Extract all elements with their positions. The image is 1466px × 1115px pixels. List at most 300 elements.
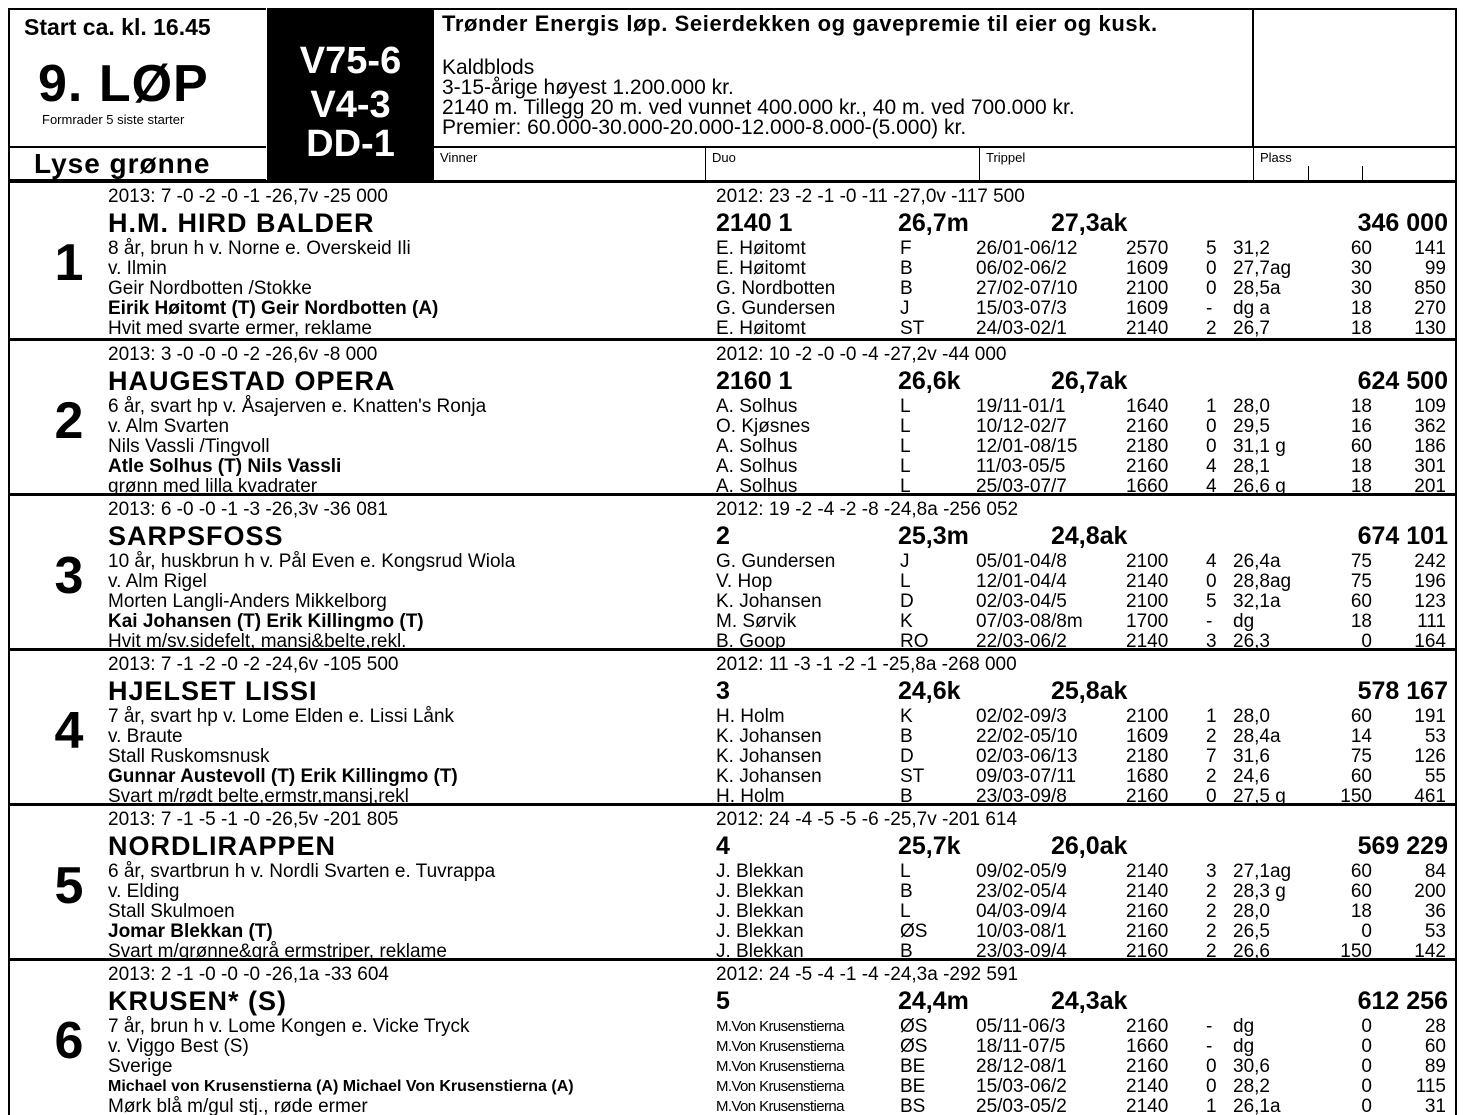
race-start-box [8,8,266,148]
start-track: J [900,551,910,572]
start-date: 12/01-04/4 [976,571,1067,592]
horse-name: HJELSET LISSI [108,676,318,706]
start-prize: 200 [1414,881,1446,902]
start-date: 25/03-07/7 [976,476,1067,497]
start-place: 0 [1206,416,1217,437]
start-time: 28,0 [1233,901,1270,922]
bet-code-v4: V4-3 [310,84,391,126]
start-dist: 2140 [1126,1076,1169,1097]
horse-grandsire: v. Alm Rigel [108,571,207,592]
start-distance: 2 [716,522,730,550]
race-class: Kaldblods [442,56,535,79]
record-autostart: 27,3ak [1051,209,1128,237]
start-date: 12/01-08/15 [976,436,1078,457]
horse-entry [8,338,1457,497]
start-dist: 2140 [1126,861,1169,882]
start-dist: 2160 [1126,921,1169,942]
start-place: 4 [1206,551,1217,572]
start-prize: 164 [1414,631,1446,652]
start-date: 19/11-01/1 [976,396,1066,417]
record-best: 24,6k [898,677,961,705]
start-driver: G. Nordbotten [716,278,836,299]
race-number: 9. LØP [38,55,209,113]
horse-colors: Svart m/rødt belte,ermstr,mansj,rekl [108,786,409,807]
start-driver: A. Solhus [716,456,798,477]
horse-owner: Geir Nordbotten /Stokke [108,278,312,299]
record-autostart: 26,7ak [1051,367,1128,395]
start-date: 06/02-06/2 [976,258,1067,279]
bet-cell-trippel[interactable] [980,148,1254,180]
total-earnings: 346 000 [1357,209,1448,237]
start-track: L [900,476,911,497]
start-time: dg [1233,1016,1255,1037]
start-dist: 2570 [1126,238,1169,259]
start-date: 22/02-05/10 [976,726,1078,747]
stats-2012: 2012: 11 -3 -1 -2 -1 -25,8a -268 000 [716,654,1017,675]
start-odds: 0 [1361,1096,1372,1115]
start-driver: E. Høitomt [716,318,806,339]
horse-number: 4 [54,702,84,760]
total-earnings: 612 256 [1357,987,1448,1015]
start-driver: A. Solhus [716,436,798,457]
start-prize: 111 [1417,611,1446,632]
start-odds: 18 [1350,901,1372,922]
start-track: L [900,901,911,922]
start-odds: 30 [1350,278,1372,299]
horse-trainer-driver: Michael von Krusenstierna (A) Michael Von Krusenstierna (A) [108,1078,574,1095]
start-driver: M.Von Krusenstierna [716,1058,844,1075]
start-date: 15/03-06/2 [976,1076,1067,1097]
total-earnings: 674 101 [1357,522,1448,550]
start-time: 26,6 [1233,941,1270,962]
horse-entry [8,958,1457,1115]
start-driver: M.Von Krusenstierna [716,1078,844,1095]
start-place: 4 [1206,456,1217,477]
horse-entry [8,648,1457,807]
start-date: 15/03-07/3 [976,298,1067,319]
start-date: 10/12-02/7 [976,416,1067,437]
start-odds: 18 [1350,456,1372,477]
start-place: 4 [1206,476,1217,497]
start-date: 18/11-07/5 [976,1036,1066,1057]
start-time: 24,6 [1233,766,1270,787]
stats-2013: 2013: 7 -1 -2 -0 -2 -24,6v -105 500 [108,654,399,675]
start-prize: 53 [1424,726,1446,747]
start-track: D [900,591,914,612]
start-dist: 2140 [1126,571,1169,592]
start-track: BS [900,1096,926,1115]
start-place: 2 [1206,766,1217,787]
start-distance: 5 [716,987,730,1015]
start-place: 1 [1206,1096,1217,1115]
total-earnings: 624 500 [1357,367,1448,395]
start-date: 04/03-09/4 [976,901,1067,922]
horse-grandsire: v. Alm Svarten [108,416,230,437]
record-best: 25,3m [898,522,969,550]
start-time: 28,3 g [1233,881,1286,902]
start-track: ØS [900,1036,928,1057]
start-driver: B. Goop [716,631,786,652]
bet-type-box [267,8,434,180]
start-driver: K. Johansen [716,726,822,747]
start-dist: 1680 [1126,766,1169,787]
start-date: 23/03-09/8 [976,786,1067,807]
start-track: RO [900,631,929,652]
horse-owner: Morten Langli-Anders Mikkelborg [108,591,387,612]
start-date: 25/03-05/2 [976,1096,1067,1115]
start-date: 22/03-06/2 [976,631,1067,652]
start-date: 09/02-05/9 [976,861,1067,882]
bet-row [434,148,1456,182]
horse-trainer-driver: Eirik Høitomt (T) Geir Nordbotten (A) [108,298,439,319]
start-prize: 28 [1424,1016,1446,1037]
stats-2013: 2013: 7 -0 -2 -0 -1 -26,7v -25 000 [108,186,388,207]
bet-label-duo: Duo [712,150,736,165]
start-odds: 75 [1350,571,1372,592]
start-dist: 2100 [1126,551,1169,572]
start-dist: 2160 [1126,901,1169,922]
start-odds: 0 [1361,1056,1372,1077]
bet-cell-duo[interactable] [706,148,980,180]
stats-2012: 2012: 23 -2 -1 -0 -11 -27,0v -117 500 [716,186,1025,207]
start-dist: 1700 [1126,611,1169,632]
start-track: B [900,881,913,902]
horse-number: 5 [54,857,84,915]
start-time: 27,1ag [1233,861,1292,882]
start-prize: 99 [1424,258,1446,279]
horse-trainer-driver: Kai Johansen (T) Erik Killingmo (T) [108,611,424,632]
start-place: 0 [1206,278,1217,299]
race-prizes: Premier: 60.000-30.000-20.000-12.000-8.000-(5.000) kr. [442,116,967,139]
start-place: 3 [1206,631,1217,652]
start-driver: V. Hop [716,571,773,592]
start-driver: H. Holm [716,706,785,727]
stats-2012: 2012: 24 -5 -4 -1 -4 -24,3a -292 591 [716,964,1019,985]
start-dist: 2140 [1126,631,1169,652]
start-date: 05/01-04/8 [976,551,1067,572]
horse-number: 1 [54,234,84,292]
notes-box [1252,8,1456,148]
start-odds: 0 [1361,1036,1372,1057]
start-odds: 18 [1350,298,1372,319]
horse-pedigree: 8 år, brun h v. Norne e. Overskeid Ili [108,238,411,259]
start-distance: 2160 1 [716,367,793,395]
horse-name: NORDLIRAPPEN [108,831,337,861]
start-distance: 2140 1 [716,209,793,237]
start-prize: 60 [1424,1036,1446,1057]
start-track: L [900,436,911,457]
start-place: 1 [1206,396,1217,417]
start-place: 2 [1206,881,1217,902]
start-odds: 0 [1361,1016,1372,1037]
start-track: B [900,278,913,299]
start-prize: 84 [1424,861,1446,882]
start-place: 0 [1206,571,1217,592]
start-prize: 141 [1414,238,1446,259]
start-odds: 60 [1350,238,1372,259]
bet-cell-vinner[interactable] [434,148,706,180]
start-prize: 126 [1414,746,1446,767]
start-prize: 55 [1424,766,1446,787]
horse-grandsire: v. Ilmin [108,258,167,279]
start-time: 30,6 [1233,1056,1270,1077]
bet-code-dd: DD-1 [306,123,395,165]
start-odds: 16 [1350,416,1372,437]
start-odds: 18 [1350,318,1372,339]
race-title: Trønder Energis løp. Seierdekken og gavepremie til eier og kusk. [442,11,1158,36]
start-prize: 301 [1414,456,1446,477]
start-driver: E. Høitomt [716,238,806,259]
start-distance: 3 [716,677,730,705]
start-track: F [900,238,912,259]
start-date: 24/03-02/1 [976,318,1067,339]
start-time: dg a [1233,298,1270,319]
start-driver: A. Solhus [716,476,798,497]
start-date: 26/01-06/12 [976,238,1078,259]
start-dist: 2140 [1126,318,1169,339]
stats-2013: 2013: 2 -1 -0 -0 -0 -26,1a -33 604 [108,964,389,985]
start-place: - [1206,298,1213,319]
start-prize: 109 [1414,396,1446,417]
start-odds: 60 [1350,766,1372,787]
start-time: 26,6 g [1233,476,1286,497]
horse-pedigree: 10 år, huskbrun h v. Pål Even e. Kongsrud Wiola [108,551,516,572]
start-track: J [900,298,910,319]
stats-2012: 2012: 19 -2 -4 -2 -8 -24,8a -256 052 [716,499,1019,520]
horse-entry [8,180,1457,338]
start-driver: M.Von Krusenstierna [716,1018,844,1035]
start-odds: 60 [1350,881,1372,902]
start-time: Start ca. kl. 16.45 [24,14,211,40]
start-date: 02/02-09/3 [976,706,1067,727]
start-place: 2 [1206,726,1217,747]
horse-owner: Stall Skulmoen [108,901,235,922]
start-place: 3 [1206,861,1217,882]
bet-label-trippel: Trippel [986,150,1026,165]
horse-colors: Mørk blå m/gul stj., røde ermer [108,1096,368,1115]
race-distance-rules: 2140 m. Tillegg 20 m. ved vunnet 400.000 kr., 40 m. ved 700.000 kr. [442,96,1075,119]
start-time: 28,4a [1233,726,1281,747]
start-driver: J. Blekkan [716,901,804,922]
start-driver: K. Johansen [716,766,822,787]
start-dist: 2140 [1126,881,1169,902]
horse-name: KRUSEN* (S) [108,986,288,1016]
start-dist: 2160 [1126,1016,1169,1037]
start-track: D [900,746,914,767]
start-place: 5 [1206,238,1217,259]
start-dist: 2160 [1126,456,1169,477]
start-prize: 362 [1414,416,1446,437]
start-place: 2 [1206,901,1217,922]
start-track: B [900,726,913,747]
start-dist: 2160 [1126,1056,1169,1077]
start-driver: K. Johansen [716,591,822,612]
horse-number: 3 [54,547,84,605]
start-driver: K. Johansen [716,746,822,767]
start-odds: 75 [1350,551,1372,572]
start-prize: 31 [1424,1096,1446,1115]
start-driver: G. Gundersen [716,298,836,319]
start-odds: 14 [1350,726,1372,747]
start-time: 28,1 [1233,456,1270,477]
horse-pedigree: 6 år, svart hp v. Åsajerven e. Knatten's Ronja [108,396,487,417]
horse-grandsire: v. Viggo Best (S) [108,1036,249,1057]
start-dist: 2140 [1126,1096,1169,1115]
stats-2013: 2013: 3 -0 -0 -0 -2 -26,6v -8 000 [108,344,378,365]
start-prize: 36 [1424,901,1446,922]
start-place: 0 [1206,1056,1217,1077]
start-place: 0 [1206,436,1217,457]
start-dist: 1609 [1126,258,1169,279]
horse-name: H.M. HIRD BALDER [108,208,375,238]
start-dist: 2160 [1126,416,1169,437]
start-prize: 461 [1414,786,1446,807]
start-prize: 850 [1414,278,1446,299]
start-track: L [900,416,911,437]
start-time: 28,8ag [1233,571,1292,592]
start-driver: G. Gundersen [716,551,836,572]
start-time: 31,1 g [1233,436,1286,457]
start-track: L [900,571,911,592]
horse-trainer-driver: Gunnar Austevoll (T) Erik Killingmo (T) [108,766,458,787]
start-driver: E. Høitomt [716,258,806,279]
horse-pedigree: 7 år, brun h v. Lome Kongen e. Vicke Tryck [108,1016,470,1037]
start-time: 26,5 [1233,921,1270,942]
start-driver: J. Blekkan [716,941,804,962]
start-track: L [900,861,911,882]
start-date: 28/12-08/1 [976,1056,1067,1077]
race-info-box [434,8,1252,148]
start-date: 09/03-07/11 [976,766,1077,787]
bet-label-vinner: Vinner [440,150,478,165]
bet-label-plass: Plass [1260,150,1292,165]
total-earnings: 569 229 [1357,832,1448,860]
color-box [8,147,266,181]
start-driver: J. Blekkan [716,861,804,882]
start-odds: 30 [1350,258,1372,279]
start-dist: 1660 [1126,1036,1169,1057]
bet-cell-plass[interactable] [1254,148,1456,180]
horse-entry [8,803,1457,962]
start-time: 27,5 g [1233,786,1286,807]
record-best: 25,7k [898,832,961,860]
start-dist: 2100 [1126,706,1169,727]
record-best: 24,4m [898,987,969,1015]
start-date: 07/03-08/8m [976,611,1083,632]
start-date: 23/03-09/4 [976,941,1067,962]
start-driver: J. Blekkan [716,921,804,942]
start-time: 31,2 [1233,238,1270,259]
horse-trainer-driver: Jomar Blekkan (T) [108,921,273,942]
start-odds: 60 [1350,706,1372,727]
start-dist: 1640 [1126,396,1169,417]
start-odds: 60 [1350,591,1372,612]
start-odds: 0 [1361,1076,1372,1097]
start-place: 7 [1206,746,1217,767]
start-track: L [900,396,911,417]
horse-owner: Stall Ruskomsnusk [108,746,270,767]
start-time: 28,5a [1233,278,1281,299]
horse-number: 6 [54,1012,84,1070]
start-prize: 242 [1414,551,1446,572]
start-dist: 2100 [1126,591,1169,612]
start-prize: 130 [1414,318,1446,339]
bet-code-v75: V75-6 [299,40,402,82]
horse-pedigree: 6 år, svartbrun h v. Nordli Svarten e. Tuvrappa [108,861,496,882]
start-date: 10/03-08/1 [976,921,1067,942]
start-track: B [900,786,913,807]
start-time: 28,0 [1233,396,1270,417]
start-time: 26,7 [1233,318,1270,339]
start-time: 27,7ag [1233,258,1292,279]
start-time: 26,1a [1233,1096,1281,1115]
stats-2013: 2013: 6 -0 -0 -1 -3 -26,3v -36 081 [108,499,388,520]
horse-entry [8,493,1457,652]
start-track: ØS [900,1016,928,1037]
start-place: - [1206,1016,1213,1037]
start-place: 1 [1206,706,1217,727]
start-place: 0 [1206,786,1217,807]
start-track: K [900,611,913,632]
race-age-limit: 3-15-årige høyest 1.200.000 kr. [442,76,734,99]
start-dist: 1609 [1126,726,1169,747]
start-odds: 60 [1350,861,1372,882]
start-date: 05/11-06/3 [976,1016,1066,1037]
start-time: dg [1233,611,1255,632]
start-prize: 53 [1424,921,1446,942]
color-label: Lyse grønne [34,148,211,179]
start-driver: H. Holm [716,786,785,807]
start-date: 02/03-06/13 [976,746,1078,767]
start-track: B [900,941,913,962]
stats-2012: 2012: 10 -2 -0 -0 -4 -27,2v -44 000 [716,344,1007,365]
start-time: 26,3 [1233,631,1270,652]
record-best: 26,6k [898,367,961,395]
formrader-note: Formrader 5 siste starter [42,112,185,127]
start-date: 02/03-04/5 [976,591,1067,612]
start-time: 29,5 [1233,416,1270,437]
start-prize: 186 [1414,436,1446,457]
start-track: L [900,456,911,477]
start-odds: 18 [1350,611,1372,632]
start-place: - [1206,1036,1213,1057]
horse-trainer-driver: Atle Solhus (T) Nils Vassli [108,456,342,477]
horse-colors: Svart m/grønne&grå ermstriper, reklame [108,941,447,962]
horse-pedigree: 7 år, svart hp v. Lome Elden e. Lissi Lånk [108,706,455,727]
start-track: K [900,706,913,727]
start-odds: 75 [1350,746,1372,767]
start-driver: M.Von Krusenstierna [716,1038,844,1055]
start-prize: 196 [1414,571,1446,592]
start-driver: A. Solhus [716,396,798,417]
stats-2012: 2012: 24 -4 -5 -5 -6 -25,7v -201 614 [716,809,1018,830]
record-autostart: 24,3ak [1051,987,1128,1015]
start-prize: 115 [1415,1076,1446,1097]
start-track: B [900,258,913,279]
start-track: BE [900,1056,926,1077]
start-dist: 2100 [1126,278,1169,299]
horse-grandsire: v. Braute [108,726,183,747]
start-odds: 60 [1350,436,1372,457]
horse-colors: Hvit med svarte ermer, reklame [108,318,372,339]
start-odds: 18 [1350,396,1372,417]
start-prize: 191 [1414,706,1446,727]
record-autostart: 25,8ak [1051,677,1128,705]
start-time: 26,4a [1233,551,1281,572]
horse-number: 2 [54,392,84,450]
start-time: 31,6 [1233,746,1270,767]
horse-grandsire: v. Elding [108,881,180,902]
